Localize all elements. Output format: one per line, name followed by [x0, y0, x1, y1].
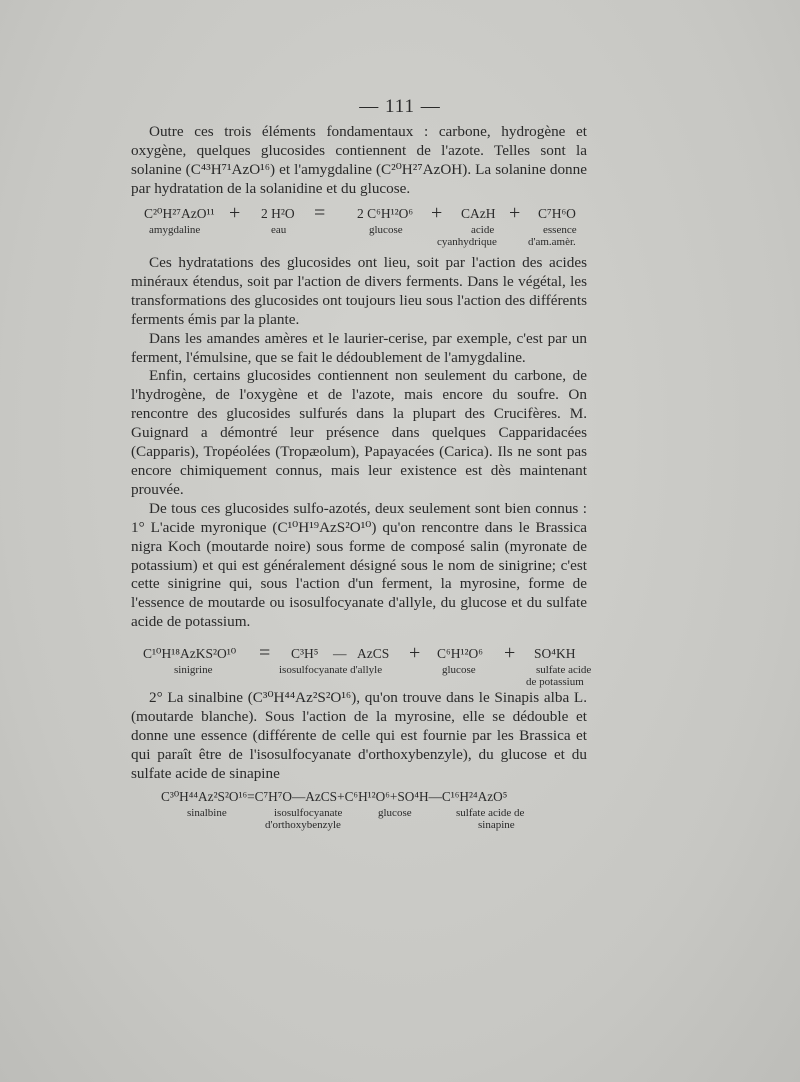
eq1-label-eau: eau [271, 224, 287, 236]
eq1-label-amygdaline: amygdaline [149, 224, 201, 236]
eq3-label-glucose: glucose [378, 807, 412, 819]
eq2-term-2: C³H⁵ [291, 646, 319, 661]
eq1-plus-3: + [509, 202, 521, 224]
page-number: — 111 — [359, 96, 441, 117]
eq1-label-cyanhydrique: cyanhydrique [437, 236, 497, 248]
eq1-term-2: 2 H²O [261, 206, 295, 221]
eq1-term-5: C⁷H⁶O [538, 206, 576, 221]
paragraph-3: Dans les amandes amères et le laurier-cerise, par exemple, c'est par un ferment, l'émulsine, que se fait le dédoublement de l'amygdaline. [131, 329, 587, 366]
eq1-label-essence: essence [543, 224, 577, 236]
eq1-label-acide: acide [471, 224, 495, 236]
eq1-plus-1: + [229, 202, 241, 224]
text-block-1 [131, 123, 587, 199]
eq1-label-am-amer: d'am.amèr. [528, 236, 576, 248]
eq3-formula: C³⁰H⁴⁴Az²S²O¹⁶=C⁷H⁷O—AzCS+C⁶H¹²O⁶+SO⁴H—C¹⁶H²⁴AzO⁵ [161, 789, 508, 804]
eq2-equals: = [259, 642, 271, 664]
paragraph-6: 2° La sinalbine (C³⁰H⁴⁴Az²S²O¹⁶), qu'on trouve dans le Sinapis alba L. (moutarde blanche). Sous l'action de la myrosine, elle se dédouble et donne une essence (différente de celle qui est fournie par les Brassica et qui paraît être de l'isosulfocyanate d'orthoxybenzyle), du glucose et du sulfate acide de sinapine [131, 689, 587, 782]
eq3-label-orthoxybenzyle: d'orthoxybenzyle [265, 819, 341, 831]
eq2-label-sinigrine: sinigrine [174, 664, 213, 676]
text-block-3 [131, 689, 587, 784]
eq2-plus-2: + [504, 642, 516, 664]
eq3-label-sulfate: sulfate acide de [456, 807, 525, 819]
eq2-dash: — [333, 646, 347, 661]
eq2-label-glucose: glucose [442, 664, 476, 676]
equation-sinalbine [131, 789, 587, 831]
eq2-label-isosulfocyanate: isosulfocyanate d'allyle [279, 664, 383, 676]
eq2-label-sulfate: sulfate acide [536, 664, 592, 676]
eq2-label-potassium: de potassium [526, 676, 584, 688]
eq1-label-glucose: glucose [369, 224, 403, 236]
eq1-term-1: C²⁰H²⁷AzO¹¹ [144, 206, 215, 221]
eq1-equals: = [314, 202, 326, 224]
eq2-term-3: AzCS [357, 646, 390, 661]
paragraph-2: Ces hydratations des glucosides ont lieu, soit par l'action des acides minéraux étendus, soit par l'action de divers ferments. Dans le végétal, les transformations des glucosides ont toujours lieu sous l'action des différents ferments émis par la plante. [131, 254, 587, 328]
eq2-term-4: C⁶H¹²O⁶ [437, 646, 484, 661]
eq3-label-isosulfocyanate: isosulfocyanate [274, 807, 343, 819]
equation-amygdaline [131, 202, 587, 248]
eq3-label-sinalbine: sinalbine [187, 807, 227, 819]
eq2-term-5: SO⁴KH [534, 646, 576, 661]
eq1-plus-2: + [431, 202, 443, 224]
eq2-plus-1: + [409, 642, 421, 664]
eq3-label-sinapine: sinapine [478, 819, 515, 831]
text-block-2 [131, 254, 587, 632]
paragraph-1: Outre ces trois éléments fondamentaux : carbone, hydrogène et oxygène, quelques glucosides contiennent de l'azote. Telles sont la solanine (C⁴³H⁷¹AzO¹⁶) et l'amygdaline (C²⁰H²⁷AzOH). La solanine donne par hydratation de la solanidine et du glucose. [131, 123, 587, 197]
equation-sinigrine [131, 642, 592, 688]
eq1-term-4: CAzH [461, 206, 496, 221]
eq1-term-3: 2 C⁶H¹²O⁶ [357, 206, 414, 221]
eq2-term-1: C¹⁰H¹⁸AzKS²O¹⁰ [143, 646, 237, 661]
paragraph-4: Enfin, certains glucosides contiennent non seulement du carbone, de l'hydrogène, de l'oxygène et de l'azote, mais encore du soufre. On rencontre des glucosides sulfurés dans la plupart des Crucifères. M. Guignard a démontré leur présence dans quelques Capparidacées (Capparis), Tropéolées (Tropæolum), Papayacées (Carica). Ils ne sont pas encore chimiquement connus, mais leur existence est dès maintenant prouvée. [131, 367, 587, 498]
paragraph-5: De tous ces glucosides sulfo-azotés, deux seulement sont bien connus : 1° L'acide myronique (C¹⁰H¹⁹AzS²O¹⁰) qu'on rencontre dans le Brassica nigra Koch (moutarde noire) sous forme de composé salin (myronate de potassium) et qui est généralement désigné sous le nom de sinigrine; c'est cette sinigrine qui, sous l'action d'un ferment, la myrosine, forme de l'essence de moutarde ou isosulfocyanate d'allyle, du glucose et du sulfate acide de potassium. [131, 499, 587, 631]
